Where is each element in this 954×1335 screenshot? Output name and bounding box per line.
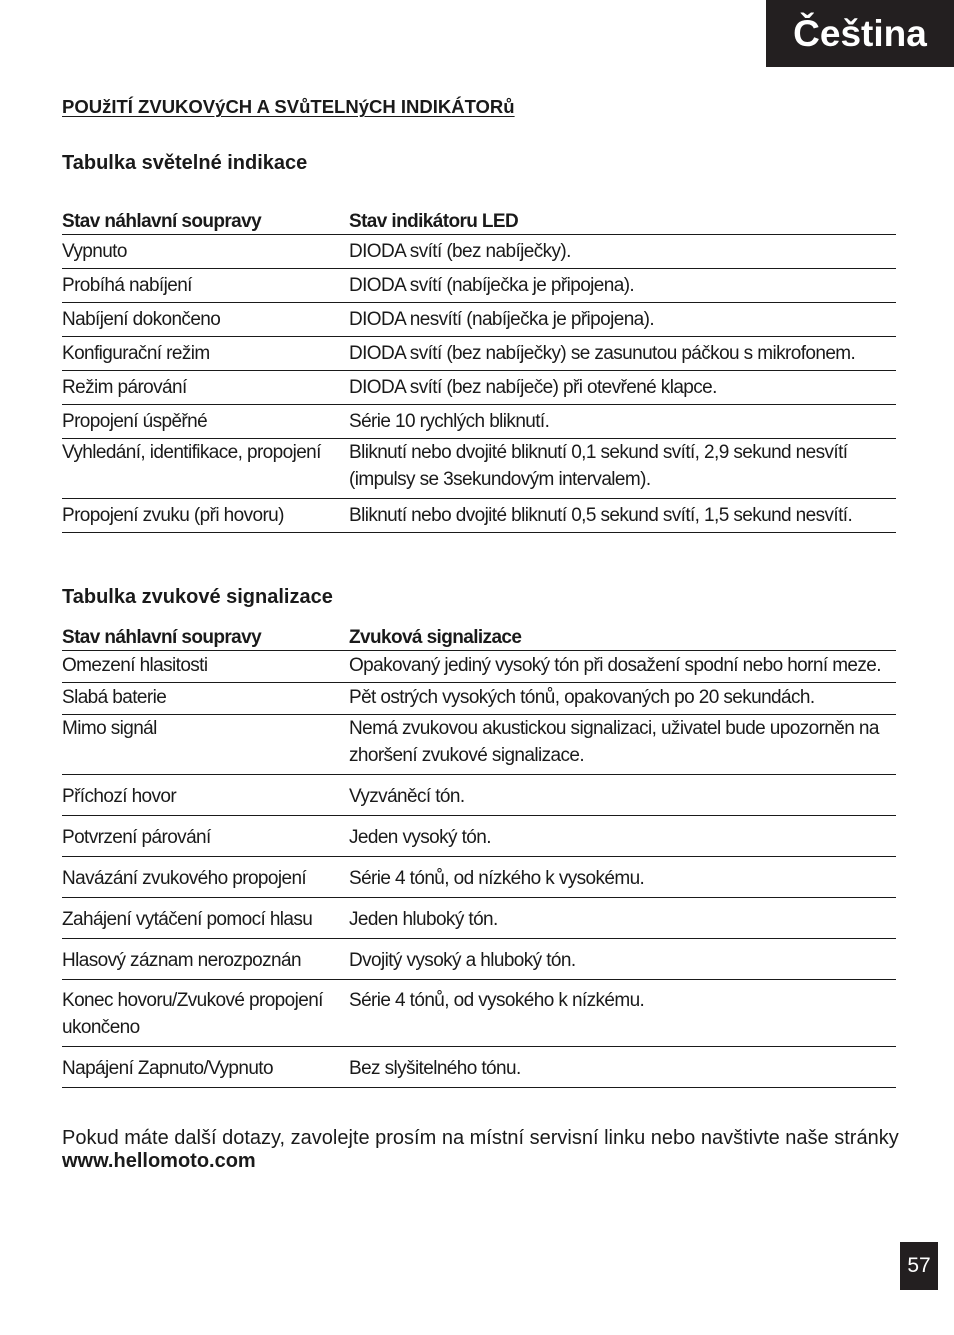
table-row (62, 651, 896, 683)
cell-state: Potvrzení párování (62, 827, 211, 848)
website-link[interactable]: www.hellomoto.com (62, 1150, 256, 1172)
cell-state: Zahájení vytáčení pomocí hlasu (62, 909, 313, 930)
cell-state: Probíhá nabíjení (62, 275, 192, 296)
section-title: POUžITÍ ZVUKOVýCH A SVůTELNýCH INDIKÁTORů (62, 96, 515, 117)
table-row (62, 269, 896, 303)
cell-state: Mimo signál (62, 718, 157, 739)
sound-indicator-table (62, 626, 896, 1088)
light-table-title: Tabulka světelné indikace (62, 152, 308, 174)
footer-note (62, 1127, 902, 1173)
page-number: 57 (900, 1242, 938, 1290)
table-row (62, 980, 896, 1047)
cell-state: Propojení úspěřné (62, 411, 208, 432)
table-row (62, 816, 896, 857)
table-row (62, 715, 896, 775)
sound-table-title: Tabulka zvukové signalizace (62, 586, 333, 608)
light-indicator-table (62, 210, 896, 533)
cell-indication: DIODA nesvítí (nabíječka je připojena). (349, 309, 655, 330)
cell-indication: Dvojitý vysoký a hluboký tón. (349, 950, 576, 971)
cell-indication: Bliknutí nebo dvojité bliknutí 0,1 sekund svítí, 2,9 sekund nesvítí (impulsy se 3sekundovým intervalem). (349, 442, 848, 490)
cell-indication: Série 4 tónů, od nízkého k vysokému. (349, 868, 645, 889)
cell-indication: Jeden hluboký tón. (349, 909, 498, 930)
cell-state: Napájení Zapnuto/Vypnuto (62, 1058, 273, 1079)
cell-state: Vypnuto (62, 241, 127, 262)
table-row (62, 857, 896, 898)
cell-state: Omezení hlasitosti (62, 655, 208, 676)
header-sound-signal: Zvuková signalizace (349, 627, 522, 648)
table-header (62, 210, 896, 235)
cell-indication: Opakovaný jediný vysoký tón při dosažení spodní nebo horní meze. (349, 655, 881, 676)
header-headset-state: Stav náhlavní soupravy (62, 211, 262, 232)
cell-state: Konfigurační režim (62, 343, 210, 364)
cell-indication: Jeden vysoký tón. (349, 827, 491, 848)
cell-indication: Série 10 rychlých bliknutí. (349, 411, 550, 432)
table-row (62, 303, 896, 337)
cell-indication: Pět ostrých vysokých tónů, opakovaných po 20 sekundách. (349, 687, 815, 708)
cell-indication: Bez slyšitelného tónu. (349, 1058, 521, 1079)
cell-indication: DIODA svítí (nabíječka je připojena). (349, 275, 635, 296)
cell-state: Nabíjení dokončeno (62, 309, 221, 330)
cell-state: Navázání zvukového propojení (62, 868, 307, 889)
cell-state: Hlasový záznam nerozpoznán (62, 950, 301, 971)
table-row (62, 337, 896, 371)
table-header (62, 626, 896, 651)
cell-state: Konec hovoru/Zvukové propojení ukončeno (62, 990, 323, 1038)
cell-indication: Série 4 tónů, od vysokého k nízkému. (349, 990, 645, 1011)
table-row (62, 499, 896, 533)
language-tab: Čeština (766, 0, 954, 67)
table-row (62, 439, 896, 499)
cell-indication: Vyzváněcí tón. (349, 786, 465, 807)
cell-indication: DIODA svítí (bez nabíječky) se zasunutou páčkou s mikrofonem. (349, 343, 856, 364)
cell-state: Vyhledání, identifikace, propojení (62, 442, 321, 463)
cell-state: Slabá baterie (62, 687, 167, 708)
table-row (62, 235, 896, 269)
cell-indication: DIODA svítí (bez nabíječky). (349, 241, 571, 262)
cell-state: Propojení zvuku (při hovoru) (62, 505, 284, 526)
footer-text: Pokud máte další dotazy, zavolejte prosím na místní servisní linku nebo navštivte naše stránky (62, 1127, 899, 1149)
cell-indication: DIODA svítí (bez nabíječe) při otevřené klapce. (349, 377, 717, 398)
table-row (62, 405, 896, 439)
table-row (62, 683, 896, 715)
cell-indication: Nemá zvukovou akustickou signalizaci, uživatel bude upozorněn na zhoršení zvukové signalizace. (349, 718, 879, 766)
table-row (62, 775, 896, 816)
cell-state: Režim párování (62, 377, 187, 398)
table-row (62, 939, 896, 980)
table-row (62, 898, 896, 939)
header-headset-state: Stav náhlavní soupravy (62, 627, 262, 648)
cell-indication: Bliknutí nebo dvojité bliknutí 0,5 sekund svítí, 1,5 sekund nesvítí. (349, 505, 853, 526)
table-row (62, 371, 896, 405)
header-led-state: Stav indikátoru LED (349, 211, 519, 232)
cell-state: Příchozí hovor (62, 786, 177, 807)
table-row (62, 1047, 896, 1088)
